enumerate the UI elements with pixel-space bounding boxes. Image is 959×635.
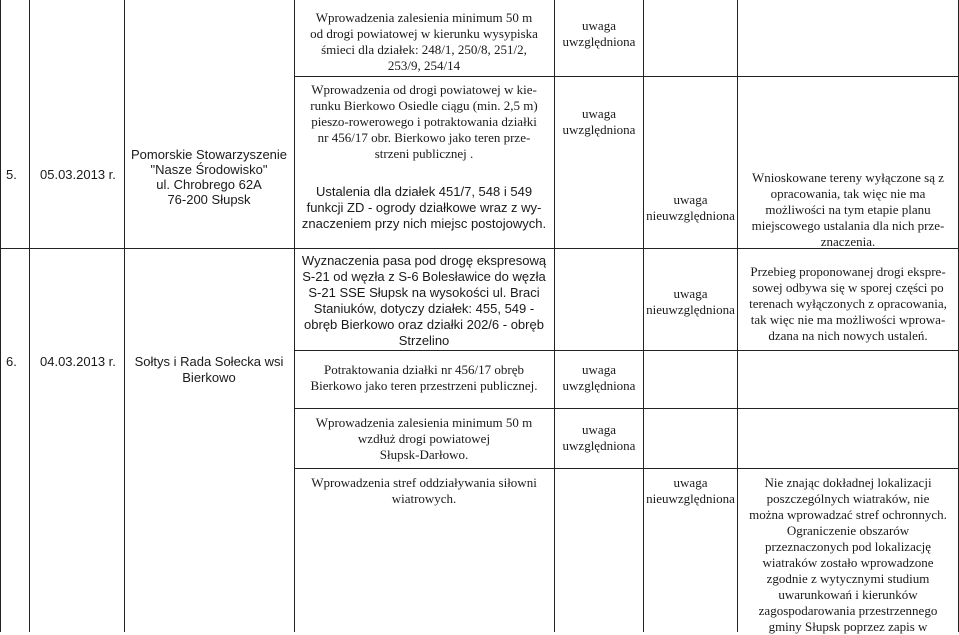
remark-content: Wprowadzenia zalesienia minimum 50 m wzdłuż drogi powiatowej Słupsk-Darłowo.	[315, 415, 533, 462]
column-divider	[124, 0, 125, 632]
row-divider	[294, 76, 959, 77]
row-divider	[294, 468, 959, 469]
remark-status: uwaga nieuwzględniona	[646, 286, 735, 317]
column-divider	[643, 0, 644, 632]
remark-explanation: Nie znając dokładnej lokalizacji poszczególnych wiatraków, nie można wprowadzać stref ochronnych. Ograniczenie obszarów przeznaczonych pod lokalizację wiatraków zostało wprowadzone zgodnie z wytycznymi studium uwarunkowań i kierunków zagospodarowania przestrzennego gminy Słupsk poprzez zapis w	[749, 475, 947, 634]
row-number: 6.	[6, 354, 17, 369]
remark-content: Wyznaczenia pasa pod drogę ekspresową S-21 od węzła z S-6 Bolesławice do węzła S-21 SSE Słupsk na wysokości ul. Braci Staniuków, dotyczy działek: 455, 549 - obręb Bierkowo oraz działki 202/6 - obręb Strzelino	[301, 253, 547, 348]
remark-explanation: Wnioskowane tereny wyłączone są z opracowania, tak więc nie ma możliwości na tym etapie planu miejscowego ustalania dla nich prze- znaczenia.	[751, 170, 945, 249]
remark-status: uwaga uwzględniona	[562, 18, 636, 49]
row-divider	[294, 408, 959, 409]
row-date: 05.03.2013 r.	[40, 167, 116, 182]
column-divider	[737, 0, 738, 632]
remark-explanation: Przebieg proponowanej drogi ekspre- sowej odbywa się w sporej części po terenach wyłączonych z opracowania, tak więc nie ma możliwości wprowa- dzana na nich nowych ustaleń.	[749, 264, 947, 343]
submitter-name: Pomorskie Stowarzyszenie "Nasze Środowisko" ul. Chrobrego 62A 76-200 Słupsk	[130, 147, 288, 207]
remark-status: uwaga uwzględniona	[562, 362, 636, 393]
row-divider	[294, 350, 959, 351]
remark-status: uwaga nieuwzględniona	[646, 192, 735, 223]
remark-content: Potraktowania działki nr 456/17 obręb Bierkowo jako teren przestrzeni publicznej.	[310, 362, 538, 393]
remark-status: uwaga uwzględniona	[562, 106, 636, 137]
remark-status: uwaga nieuwzględniona	[646, 475, 735, 506]
row-number: 5.	[6, 167, 17, 182]
submitter-name: Sołtys i Rada Sołecka wsi Bierkowo	[134, 354, 284, 385]
remark-content: Wprowadzenia stref oddziaływania siłowni wiatrowych.	[311, 475, 537, 506]
column-divider	[554, 0, 555, 632]
row-date: 04.03.2013 r.	[40, 354, 116, 369]
column-divider	[29, 0, 30, 632]
remark-status: uwaga uwzględniona	[562, 422, 636, 453]
remark-content: Ustalenia dla działek 451/7, 548 i 549 funkcji ZD - ogrody działkowe wraz z wy- znaczeniem przy nich miejsc postojowych.	[301, 184, 547, 231]
column-divider	[294, 0, 295, 632]
remark-content: Wprowadzenia od drogi powiatowej w kie- runku Bierkowo Osiedle ciągu (min. 2,5 m) pieszo-rowerowego i potraktowania działki nr 456/17 obr. Bierkowo jako teren prze- strzeni publicznej .	[310, 82, 538, 161]
remark-content: Wprowadzenia zalesienia minimum 50 m od drogi powiatowej w kierunku wysypiska śmieci dla działek: 248/1, 250/8, 251/2, 253/9, 254/14	[310, 10, 538, 73]
table-border-left	[0, 0, 1, 632]
